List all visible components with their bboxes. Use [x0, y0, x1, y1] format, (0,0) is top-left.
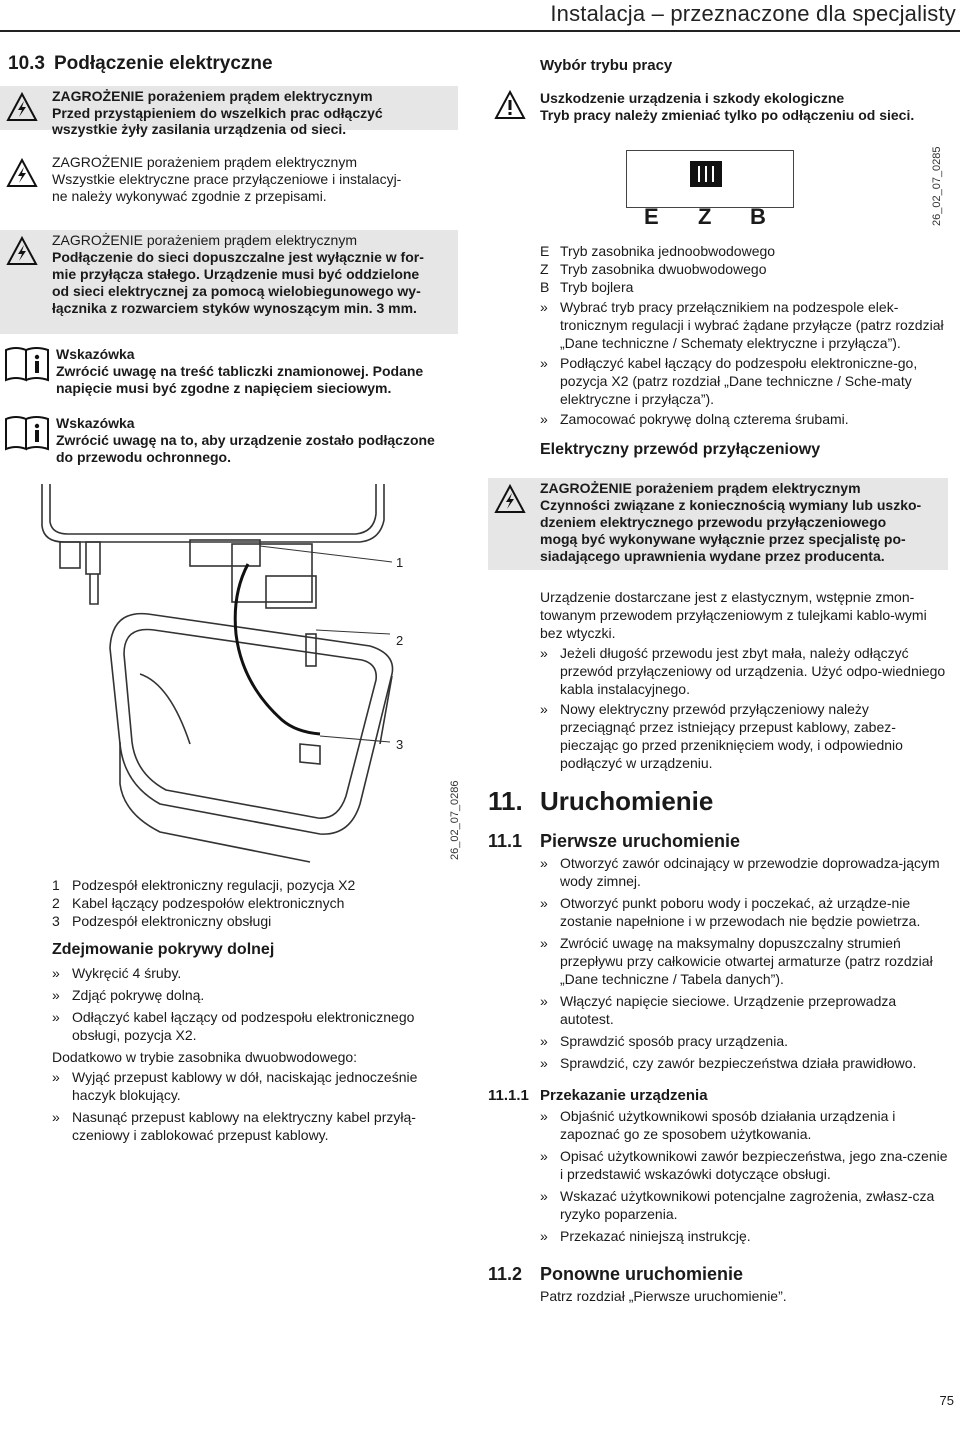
switch-letter-b: B [750, 204, 766, 229]
switch-slider[interactable] [690, 161, 722, 187]
startup-step: » Sprawdzić sposób pracy urządzenia. [540, 1032, 948, 1050]
warning-line: Podłączenie do sieci dopuszczalne jest wyłącznie w for- [52, 249, 424, 265]
figure-label-1: 1 [396, 555, 404, 570]
cover-step: » Wykręcić 4 śruby. [52, 964, 458, 982]
left-column [0, 52, 461, 1144]
section-title: Ponowne uruchomienie [540, 1264, 744, 1284]
section-heading-11-1-1 [488, 1086, 948, 1105]
section-title: Uruchomienie [540, 786, 714, 816]
page-header-title: Instalacja – przeznaczone dla specjalisty [550, 1, 956, 26]
section-heading-11-1 [488, 830, 948, 852]
mode-step: » Zamocować pokrywę dolną czterema śrubami. [540, 410, 948, 428]
bottom-cover-figure [0, 484, 461, 876]
handover-step: » Wskazać użytkownikowi potencjalne zagrożenia, zwłasz-cza ryzyko poparzenia. [540, 1187, 948, 1223]
startup-step: » Sprawdzić, czy zawór bezpieczeństwa działa prawidłowo. [540, 1054, 948, 1072]
warning-title: ZAGROŻENIE porażeniem prądem elektrycznym [52, 154, 357, 170]
legend-item: 1 Podzespół elektroniczny regulacji, pozycja X2 [52, 877, 356, 893]
startup-step: » Włączyć napięcie sieciowe. Urządzenie przeprowadza autotest. [540, 992, 948, 1028]
switch-panel [626, 150, 794, 208]
mode-item: Z Tryb zasobnika dwuobwodowego [540, 261, 767, 277]
cover-step: » Nasunąć przepust kablowy na elektryczny kabel przyłą-czeniowy i zablokować przepust kablowy. [52, 1108, 452, 1144]
mode-step: » Wybrać tryb pracy przełącznikiem na podzespole elek-tronicznym regulacji i wybrać żądane przyłącze (patrz rozdział „Dane techniczne / Schematy elektryczne i przyłącza”). [540, 298, 948, 352]
note-title: Wskazówka [56, 346, 135, 362]
startup-step: » Zwrócić uwagę na maksymalny dopuszczalny strumień przepływu przy całkowicie otwartej armaturze (patrz rozdział „Dane techniczne / Tabela danych”). [540, 934, 948, 988]
mode-switch-figure [488, 146, 948, 242]
warning-line: siadającego uprawnienia wydane przez producenta. [540, 548, 885, 564]
cover-step: » Zdjąć pokrywę dolną. [52, 986, 458, 1004]
caution-title: Uszkodzenie urządzenia i szkody ekologiczne [540, 90, 845, 106]
electric-warning-icon [6, 92, 38, 122]
note-line: do przewodu ochronnego. [56, 449, 231, 465]
section-title: Pierwsze uruchomienie [540, 831, 741, 851]
switch-letter-z: Z [698, 204, 712, 229]
mode-item: E Tryb zasobnika jednoobwodowego [540, 243, 776, 259]
figure-label-2: 2 [396, 633, 404, 648]
electric-warning-icon [6, 158, 38, 188]
mode-heading: Wybór trybu pracy [540, 57, 673, 74]
figure-label-3: 3 [396, 737, 404, 752]
cover-step: » Odłączyć kabel łączący od podzespołu elektronicznego obsługi, pozycja X2. [52, 1008, 452, 1044]
cable-paragraph: Urządzenie dostarczane jest z elastycznym, wstępnie zmon-towanym przewodem przyłączeniowym z tulejkami kablo-wymi bez wtyczki. [540, 589, 927, 641]
mode-step: » Podłączyć kabel łączący do podzespołu elektroniczne-go, pozycja X2 (patrz rozdział „Dane techniczne / Sche-maty elektryczne i przyłącza”). [540, 354, 948, 408]
cover-extra-text: Dodatkowo w trybie zasobnika dwuobwodowego: [52, 1049, 358, 1065]
startup-step: » Otworzyć punkt poboru wody i poczekać, aż urządze-nie zostanie napełnione i w przewodach nie będzie powietrza. [540, 894, 948, 930]
legend-item: 3 Podzespół elektroniczny obsługi [52, 913, 272, 929]
info-book-icon [4, 346, 50, 382]
warning-box-4 [488, 478, 948, 570]
note-box-1 [4, 346, 458, 397]
caution-box [488, 90, 948, 128]
section-title: Przekazanie urządzenia [540, 1087, 708, 1104]
page-number: 75 [939, 1393, 954, 1408]
restart-text: Patrz rozdział „Pierwsze uruchomienie”. [540, 1288, 787, 1304]
warning-line: Przed przystąpieniem do wszelkich prac odłączyć [52, 105, 383, 121]
right-column [488, 52, 948, 1305]
device-bottom-cover-drawing [20, 484, 420, 864]
warning-line: od sieci elektrycznej za pomocą wielobiegunowego wy- [52, 283, 421, 299]
section-heading-10-3 [8, 52, 458, 76]
handover-step: » Objaśnić użytkownikowi sposób działania urządzenia i zapoznać go ze sposobem użytkowania. [540, 1107, 948, 1143]
cable-heading: Elektryczny przewód przyłączeniowy [540, 441, 821, 458]
section-number: 11.1.1 [488, 1087, 529, 1104]
electric-warning-icon [494, 484, 526, 514]
cable-step: » Nowy elektryczny przewód przyłączeniowy należy przeciągnąć przez istniejący przepust kablowy, zabez-pieczając go przed przeniknięciem wody, i odpowiednio podłączyć w urządzeniu. [540, 700, 948, 772]
caution-icon [494, 90, 526, 120]
legend-item: 2 Kabel łączący podzespołów elektronicznych [52, 895, 345, 911]
handover-step: » Przekazać niniejszą instrukcję. [540, 1227, 948, 1245]
handover-step: » Opisać użytkownikowi zawór bezpieczeństwa, jego zna-czenie i przedstawić wskazówki dotyczące obsługi. [540, 1147, 948, 1183]
warning-box-1 [0, 86, 458, 137]
switch-figure-code: 26_02_07_0285 [931, 146, 943, 226]
warning-line: łącznika z rozwarciem styków wynoszącym min. 3 mm. [52, 300, 417, 316]
header-divider [0, 30, 960, 32]
warning-line: Wszystkie elektryczne prace przyłączeniowe i instalacyj- [52, 171, 402, 187]
note-box-2 [4, 415, 458, 466]
info-book-icon [4, 415, 50, 451]
warning-box-2 [0, 152, 458, 212]
warning-line: wszystkie żyły zasilania urządzenia od sieci. [52, 121, 347, 137]
note-title: Wskazówka [56, 415, 135, 431]
section-number: 11.1 [488, 831, 523, 851]
warning-line: mie przyłącza stałego. Urządzenie musi być oddzielone [52, 266, 420, 282]
note-line: Zwrócić uwagę na treść tabliczki znamionowej. Podane [56, 363, 424, 379]
warning-box-3 [0, 230, 458, 334]
cable-step: » Jeżeli długość przewodu jest zbyt mała, należy odłączyć przewód przyłączeniowy od urządzenia. Użyć odpo-wiedniego kabla instalacyjnego. [540, 644, 948, 698]
warning-line: dzeniem elektrycznego przewodu przyłączeniowego [540, 514, 887, 530]
warning-line: mogą być wykonywane wyłącznie przez specjalistę po- [540, 531, 906, 547]
warning-title: ZAGROŻENIE porażeniem prądem elektrycznym [52, 88, 373, 104]
section-title: Podłączenie elektryczne [54, 53, 273, 74]
caution-text: Tryb pracy należy zmieniać tylko po odłączeniu od sieci. [540, 107, 915, 123]
mode-item: B Tryb bojlera [540, 279, 634, 295]
note-line: Zwrócić uwagę na to, aby urządzenie zostało podłączone [56, 432, 435, 448]
cover-step: » Wyjąć przepust kablowy w dół, naciskając jednocześnie haczyk blokujący. [52, 1068, 452, 1104]
switch-letter-e: E [644, 204, 659, 229]
figure-code: 26_02_07_0286 [449, 780, 461, 860]
warning-title: ZAGROŻENIE porażeniem prądem elektrycznym [540, 480, 861, 496]
warning-line: ne należy wykonywać zgodnie z przepisami. [52, 188, 327, 204]
section-heading-11 [488, 786, 948, 816]
cover-removal-heading: Zdejmowanie pokrywy dolnej [52, 941, 275, 958]
warning-title: ZAGROŻENIE porażeniem prądem elektrycznym [52, 232, 357, 248]
figure-legend [0, 876, 458, 930]
startup-step: » Otworzyć zawór odcinający w przewodzie doprowadza-jącym wody zimnej. [540, 854, 948, 890]
note-line: napięcie musi być zgodne z napięciem sieciowym. [56, 380, 392, 396]
section-number: 11. [488, 786, 523, 816]
electric-warning-icon [6, 236, 38, 266]
warning-line: Czynności związane z koniecznością wymiany lub uszko- [540, 497, 922, 513]
section-number: 10.3 [8, 53, 45, 74]
section-heading-11-2 [488, 1263, 948, 1285]
section-number: 11.2 [488, 1264, 523, 1284]
